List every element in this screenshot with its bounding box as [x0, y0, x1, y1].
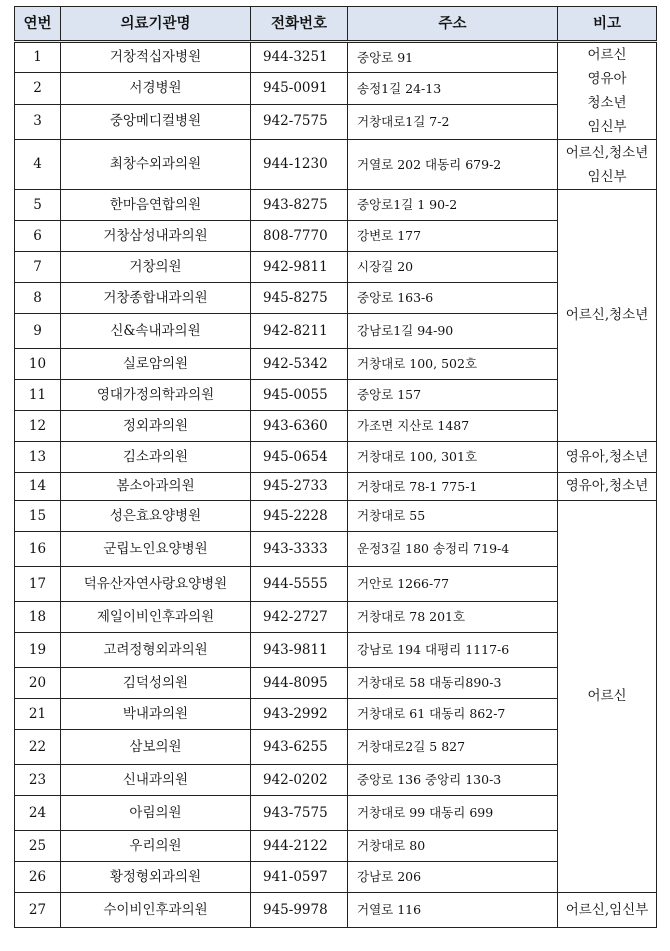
row-name: 우리의원 [61, 831, 251, 862]
row-no: 24 [15, 796, 61, 831]
row-no: 3 [15, 104, 61, 139]
row-phone: 944-5555 [251, 567, 348, 602]
row-name: 영대가정의학과의원 [61, 380, 251, 411]
row-address: 거창대로 55 [348, 501, 558, 532]
table-row [15, 501, 657, 532]
row-phone: 942-2727 [251, 602, 348, 633]
row-no: 17 [15, 567, 61, 602]
row-no: 9 [15, 314, 61, 349]
clinic-table [14, 6, 657, 928]
row-address: 강남로1길 94-90 [348, 314, 558, 349]
row-no: 6 [15, 221, 61, 252]
note-group-6: 어르신 [558, 501, 657, 893]
row-address: 거창대로 80 [348, 831, 558, 862]
row-phone: 941-0597 [251, 862, 348, 893]
header-name: 의료기관명 [61, 7, 251, 42]
row-address: 가조면 지산로 1487 [348, 411, 558, 442]
row-phone: 943-3333 [251, 532, 348, 567]
row-address: 송정1길 24-13 [348, 73, 558, 104]
row-name: 김덕성의원 [61, 668, 251, 699]
row-address: 거창대로 78-1 775-1 [348, 473, 558, 501]
row-address: 거창대로 58 대동리890-3 [348, 668, 558, 699]
row-phone: 808-7770 [251, 221, 348, 252]
row-address: 거열로 116 [348, 893, 558, 928]
row-name: 삼보의원 [61, 730, 251, 765]
row-name: 실로암의원 [61, 349, 251, 380]
row-name: 군립노인요양병원 [61, 532, 251, 567]
row-no: 22 [15, 730, 61, 765]
table-row [15, 473, 657, 501]
row-phone: 944-1230 [251, 140, 348, 190]
row-address: 중앙로 157 [348, 380, 558, 411]
row-address: 거창대로1길 7-2 [348, 104, 558, 139]
row-no: 2 [15, 73, 61, 104]
note-group-5: 영유아,청소년 [558, 473, 657, 501]
note-group-2 [558, 140, 657, 190]
row-phone: 945-9978 [251, 893, 348, 928]
row-phone: 944-3251 [251, 42, 348, 73]
row-address: 거창대로 100, 301호 [348, 442, 558, 473]
note-line: 청소년 [587, 95, 627, 111]
row-phone: 943-2992 [251, 699, 348, 730]
row-phone: 945-0091 [251, 73, 348, 104]
row-name: 중앙메디컬병원 [61, 104, 251, 139]
note-line: 임신부 [587, 119, 627, 135]
header-note: 비고 [558, 7, 657, 42]
row-address: 시장길 20 [348, 252, 558, 283]
header-phone: 전화번호 [251, 7, 348, 42]
note-line: 어르신 [587, 47, 627, 63]
row-phone: 945-0055 [251, 380, 348, 411]
header-address: 주소 [348, 7, 558, 42]
row-phone: 945-2228 [251, 501, 348, 532]
row-address: 중앙로 136 중앙리 130-3 [348, 765, 558, 796]
row-no: 8 [15, 283, 61, 314]
row-name: 성은효요양병원 [61, 501, 251, 532]
table-row [15, 140, 657, 190]
row-name: 거창삼성내과의원 [61, 221, 251, 252]
row-name: 신&속내과의원 [61, 314, 251, 349]
note-group-7: 어르신,임신부 [558, 893, 657, 928]
row-no: 15 [15, 501, 61, 532]
row-address: 거열로 202 대동리 679-2 [348, 140, 558, 190]
row-no: 20 [15, 668, 61, 699]
note-line: 영유아 [587, 71, 627, 87]
row-address: 중앙로 163-6 [348, 283, 558, 314]
row-name: 박내과의원 [61, 699, 251, 730]
table-row [15, 42, 657, 73]
row-address: 중앙로 91 [348, 42, 558, 73]
row-phone: 944-8095 [251, 668, 348, 699]
row-address: 중앙로1길 1 90-2 [348, 190, 558, 221]
row-no: 13 [15, 442, 61, 473]
note-line: 임신부 [587, 168, 627, 185]
row-no: 16 [15, 532, 61, 567]
row-phone: 942-0202 [251, 765, 348, 796]
header-no: 연번 [15, 7, 61, 42]
row-no: 18 [15, 602, 61, 633]
row-phone: 943-6360 [251, 411, 348, 442]
row-no: 25 [15, 831, 61, 862]
row-address: 거창대로 61 대동리 862-7 [348, 699, 558, 730]
row-address: 강남로 194 대평리 1117-6 [348, 633, 558, 668]
row-address: 거창대로 100, 502호 [348, 349, 558, 380]
row-name: 신내과의원 [61, 765, 251, 796]
row-no: 1 [15, 42, 61, 73]
row-address: 운정3길 180 송정리 719-4 [348, 532, 558, 567]
row-no: 10 [15, 349, 61, 380]
row-phone: 943-8275 [251, 190, 348, 221]
row-name: 거창종합내과의원 [61, 283, 251, 314]
row-no: 21 [15, 699, 61, 730]
row-name: 거창의원 [61, 252, 251, 283]
row-name: 최창수외과의원 [61, 140, 251, 190]
row-address: 거창대로 78 201호 [348, 602, 558, 633]
row-name: 제일이비인후과의원 [61, 602, 251, 633]
row-name: 김소과의원 [61, 442, 251, 473]
row-no: 19 [15, 633, 61, 668]
row-address: 강변로 177 [348, 221, 558, 252]
row-no: 12 [15, 411, 61, 442]
row-address: 거창대로 99 대동리 699 [348, 796, 558, 831]
row-no: 11 [15, 380, 61, 411]
row-name: 아림의원 [61, 796, 251, 831]
row-name: 거창적십자병원 [61, 42, 251, 73]
row-name: 황정형외과의원 [61, 862, 251, 893]
row-address: 거안로 1266-77 [348, 567, 558, 602]
table-row [15, 190, 657, 221]
row-phone: 943-7575 [251, 796, 348, 831]
header-row [15, 7, 657, 42]
note-group-3: 어르신,청소년 [558, 190, 657, 442]
row-no: 26 [15, 862, 61, 893]
note-group-4: 영유아,청소년 [558, 442, 657, 473]
row-name: 한마음연합의원 [61, 190, 251, 221]
table-row [15, 893, 657, 928]
row-phone: 943-6255 [251, 730, 348, 765]
row-name: 정외과의원 [61, 411, 251, 442]
row-name: 봄소아과의원 [61, 473, 251, 501]
row-phone: 944-2122 [251, 831, 348, 862]
row-no: 4 [15, 140, 61, 190]
row-phone: 942-8211 [251, 314, 348, 349]
row-phone: 942-5342 [251, 349, 348, 380]
row-phone: 942-9811 [251, 252, 348, 283]
row-phone: 943-9811 [251, 633, 348, 668]
row-phone: 945-2733 [251, 473, 348, 501]
note-line: 어르신,청소년 [565, 144, 649, 161]
row-address: 거창대로2길 5 827 [348, 730, 558, 765]
note-group-1 [558, 42, 657, 140]
row-no: 23 [15, 765, 61, 796]
row-no: 27 [15, 893, 61, 928]
table-row [15, 442, 657, 473]
row-name: 덕유산자연사랑요양병원 [61, 567, 251, 602]
row-no: 7 [15, 252, 61, 283]
row-no: 14 [15, 473, 61, 501]
row-name: 수이비인후과의원 [61, 893, 251, 928]
row-address: 강남로 206 [348, 862, 558, 893]
row-phone: 942-7575 [251, 104, 348, 139]
row-no: 5 [15, 190, 61, 221]
row-name: 서경병원 [61, 73, 251, 104]
row-phone: 945-8275 [251, 283, 348, 314]
row-phone: 945-0654 [251, 442, 348, 473]
row-name: 고려정형외과의원 [61, 633, 251, 668]
